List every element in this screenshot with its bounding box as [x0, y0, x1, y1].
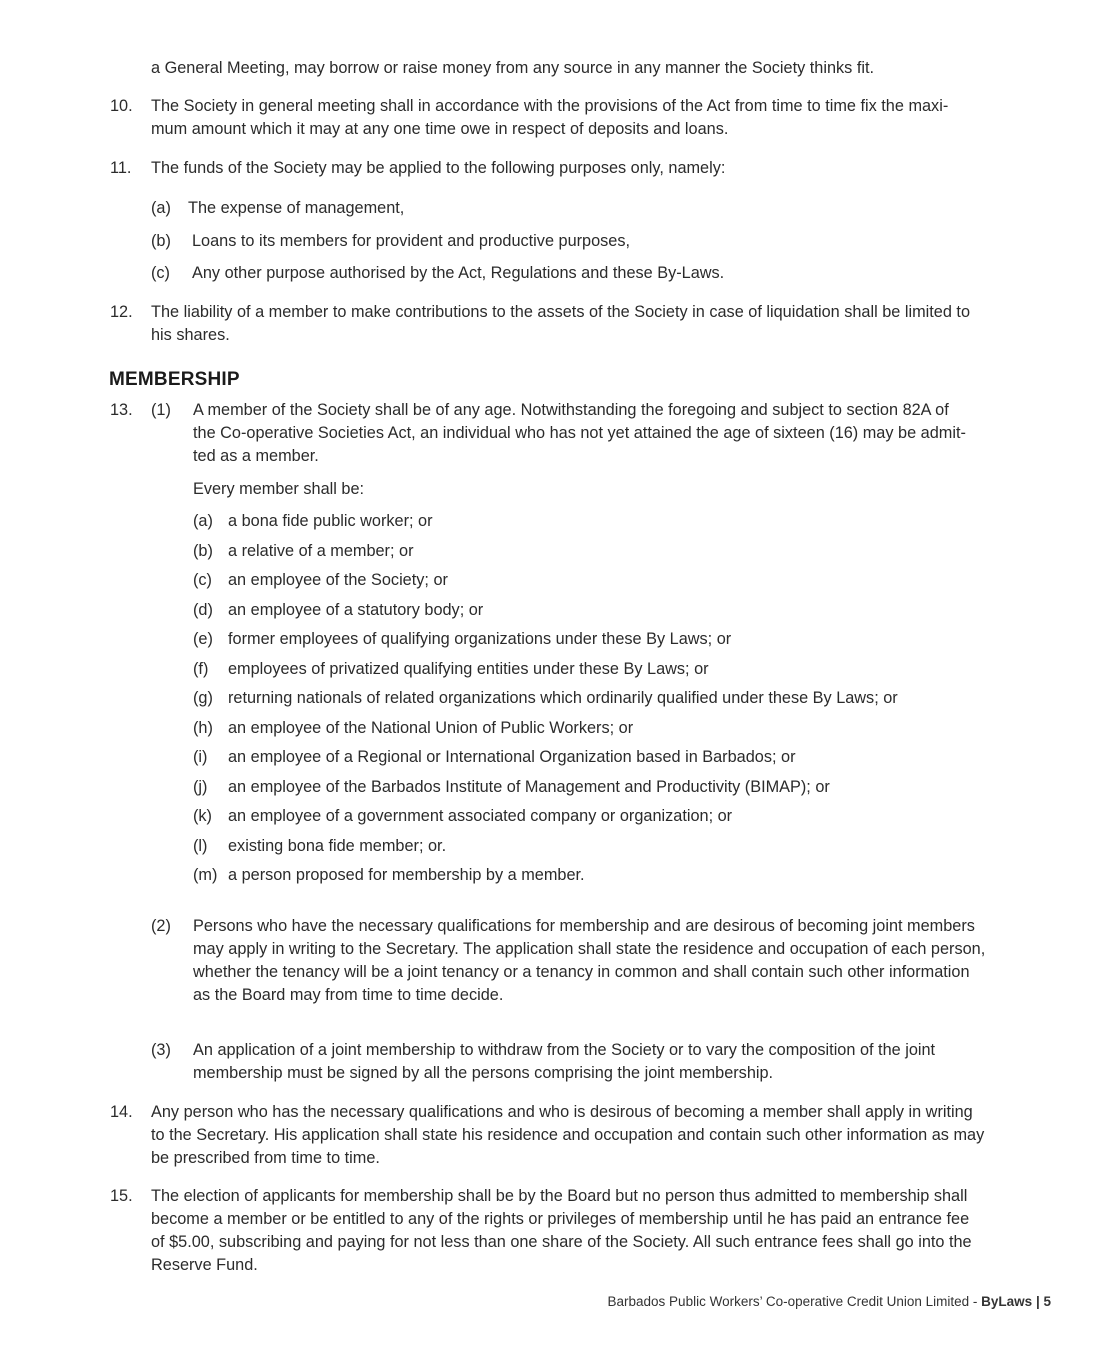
clause-14-line-3: be prescribed from time to time.: [151, 1149, 380, 1167]
membership-item-label: (k): [193, 807, 212, 825]
page-footer: [608, 1290, 1051, 1313]
membership-item-label: (f): [193, 660, 209, 678]
section-heading: MEMBERSHIP: [109, 369, 240, 390]
membership-item-label: (a): [193, 512, 213, 530]
clause-13-sub-1-line-1: A member of the Society shall be of any age. Notwithstanding the foregoing and subject to section 82A of: [193, 401, 949, 419]
clause-13-sub-2-line-2: may apply in writing to the Secretary. The application shall state the residence and occupation of each person,: [193, 940, 986, 958]
membership-item-text: a relative of a member; or: [228, 542, 414, 560]
membership-item-text: existing bona fide member; or.: [228, 837, 447, 855]
membership-item-label: (m): [193, 866, 218, 884]
clause-11-item-text: The expense of management,: [188, 199, 405, 217]
membership-item-label: (b): [193, 542, 213, 560]
clause-11-number: 11.: [110, 159, 132, 177]
clause-13-sub-3-label: (3): [151, 1041, 171, 1059]
clause-12-line-2: his shares.: [151, 326, 230, 344]
footer-org-name: Barbados Public Workers’ Co-operative Credit Union Limited -: [607, 1294, 982, 1309]
footer-doc-name: ByLaws: [981, 1294, 1033, 1309]
membership-item-label: (d): [193, 601, 213, 619]
membership-item-label: (g): [193, 689, 213, 707]
clause-14-line-1: Any person who has the necessary qualifications and who is desirous of becoming a member shall apply in writing: [151, 1103, 973, 1121]
clause-11-item-text: Any other purpose authorised by the Act, Regulations and these By-Laws.: [192, 264, 725, 282]
clause-15-line-3: of $5.00, subscribing and paying for not less than one share of the Society. All such entrance fees shall go into the: [151, 1233, 972, 1251]
membership-item-label: (l): [193, 837, 208, 855]
membership-item-text: a person proposed for membership by a member.: [228, 866, 585, 884]
clause-15-number: 15.: [110, 1187, 133, 1205]
intro-line: a General Meeting, may borrow or raise money from any source in any manner the Society thinks fit.: [151, 59, 875, 77]
clause-15-line-4: Reserve Fund.: [151, 1256, 258, 1274]
membership-item-text: an employee of a government associated company or organization; or: [228, 807, 733, 825]
clause-15-line-1: The election of applicants for membership shall be by the Board but no person thus admitted to membership shall: [151, 1187, 968, 1205]
membership-item-label: (h): [193, 719, 213, 737]
page-number: 5: [1043, 1294, 1051, 1309]
clause-11-item-text: Loans to its members for provident and productive purposes,: [192, 232, 631, 250]
clause-11-text: The funds of the Society may be applied to the following purposes only, namely:: [151, 159, 726, 177]
every-member-intro: Every member shall be:: [193, 480, 365, 498]
clause-12-line-1: The liability of a member to make contributions to the assets of the Society in case of liquidation shall be limited to: [151, 303, 971, 321]
membership-item-label: (i): [193, 748, 208, 766]
membership-item-label: (j): [193, 778, 208, 796]
clause-10-line-2: mum amount which it may at any one time owe in respect of deposits and loans.: [151, 120, 729, 138]
clause-13-sub-1-line-3: ted as a member.: [193, 447, 319, 465]
clause-11-item-label: (c): [151, 264, 170, 282]
clause-13-sub-2-line-3: whether the tenancy will be a joint tenancy or a tenancy in common and shall contain such other information: [193, 963, 970, 981]
membership-item-text: an employee of a Regional or International Organization based in Barbados; or: [228, 748, 796, 766]
clause-13-sub-2-line-4: as the Board may from time to time decide.: [193, 986, 504, 1004]
footer-separator: |: [1032, 1294, 1044, 1309]
membership-item-text: returning nationals of related organizations which ordinarily qualified under these By Laws; or: [228, 689, 898, 707]
membership-item-text: a bona fide public worker; or: [228, 512, 433, 530]
clause-13-sub-3-line-2: membership must be signed by all the persons comprising the joint membership.: [193, 1064, 774, 1082]
clause-13-number: 13.: [110, 401, 133, 419]
clause-11-item-label: (b): [151, 232, 171, 250]
clause-10-number: 10.: [110, 97, 133, 115]
clause-13-sub-1-line-2: the Co-operative Societies Act, an individual who has not yet attained the age of sixteen (16) may be admit-: [193, 424, 966, 442]
clause-12-number: 12.: [110, 303, 133, 321]
membership-item-text: an employee of a statutory body; or: [228, 601, 484, 619]
clause-14-line-2: to the Secretary. His application shall state his residence and occupation and contain such other information as may: [151, 1126, 985, 1144]
clause-13-sub-2-label: (2): [151, 917, 171, 935]
membership-item-text: an employee of the National Union of Public Workers; or: [228, 719, 634, 737]
membership-item-text: former employees of qualifying organizations under these By Laws; or: [228, 630, 732, 648]
clause-14-number: 14.: [110, 1103, 133, 1121]
membership-item-label: (e): [193, 630, 213, 648]
clause-13-sub-2-line-1: Persons who have the necessary qualifications for membership and are desirous of becoming joint members: [193, 917, 975, 935]
clause-10-line-1: The Society in general meeting shall in accordance with the provisions of the Act from time to time fix the maxi-: [151, 97, 949, 115]
clause-13-sub-1-label: (1): [151, 401, 171, 419]
clause-13-sub-3-line-1: An application of a joint membership to withdraw from the Society or to vary the composition of the joint: [193, 1041, 936, 1059]
membership-item-text: an employee of the Society; or: [228, 571, 448, 589]
clause-15-line-2: become a member or be entitled to any of the rights or privileges of membership until he has paid an entrance fee: [151, 1210, 970, 1228]
clause-11-item-label: (a): [151, 199, 171, 217]
membership-item-text: an employee of the Barbados Institute of Management and Productivity (BIMAP); or: [228, 778, 830, 796]
membership-item-label: (c): [193, 571, 212, 589]
membership-item-text: employees of privatized qualifying entities under these By Laws; or: [228, 660, 709, 678]
